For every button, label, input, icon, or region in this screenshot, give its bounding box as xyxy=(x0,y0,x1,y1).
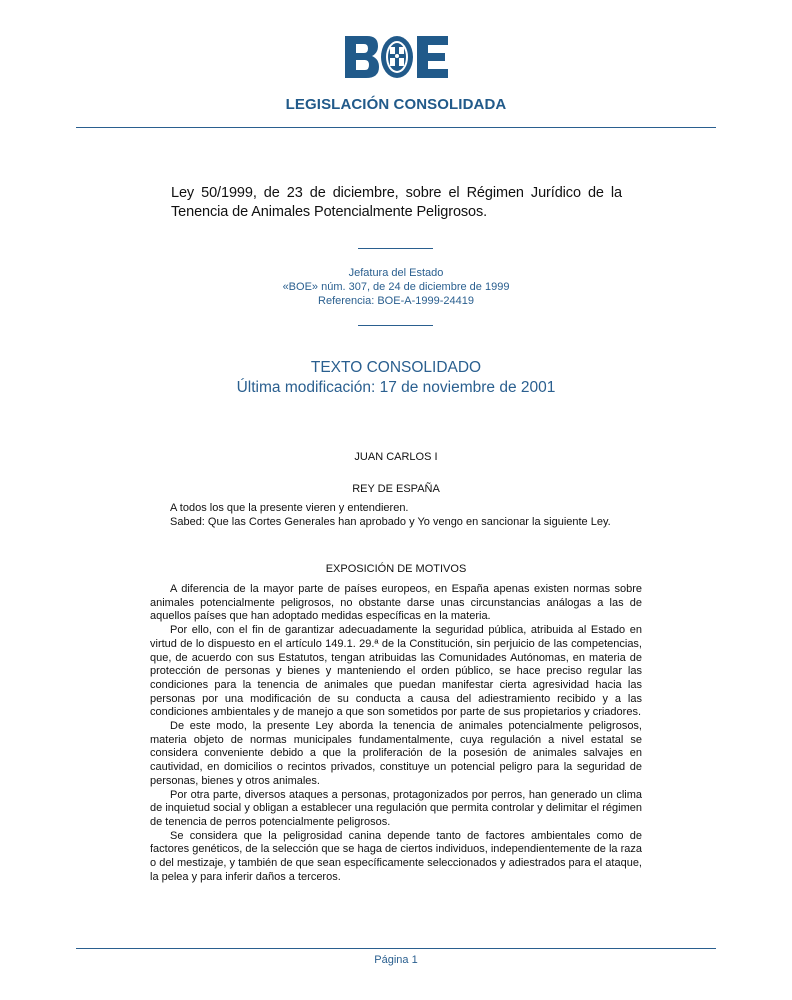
meta-divider-top xyxy=(358,248,433,249)
boe-logo-icon xyxy=(345,36,448,78)
exposicion-heading: EXPOSICIÓN DE MOTIVOS xyxy=(325,563,467,575)
king-title: REY DE ESPAÑA xyxy=(352,483,440,495)
issuer: Jefatura del Estado xyxy=(348,267,444,279)
header-divider xyxy=(76,127,716,128)
section-title: LEGISLACIÓN CONSOLIDADA xyxy=(285,96,507,113)
preamble-paragraph: Sabed: Que las Cortes Generales han aprobado y Yo vengo en sancionar la siguiente Ley. xyxy=(170,515,611,528)
document-metadata xyxy=(0,266,792,308)
consolidated-label: TEXTO CONSOLIDADO xyxy=(310,359,482,376)
body-paragraph: A diferencia de la mayor parte de países europeos, en España apenas existen normas sobre animales potencialmente peligrosos, no obstante darse unas circunstancias análogas a las de aquellos países que han adoptado medidas específicas en la materia. xyxy=(150,583,642,623)
reference: Referencia: BOE-A-1999-24419 xyxy=(318,295,474,307)
page-number: Página 1 xyxy=(374,954,418,966)
consolidation-info xyxy=(0,358,792,398)
body-paragraph: Por ello, con el fin de garantizar adecuadamente la seguridad pública, atribuida al Estado en virtud de lo dispuesto en el artículo 149.1. 29.ª de la Constitución, sin perjuicio de las competencias, que, de acuerdo con sus Estatutos, tengan atribuidas las Comunidades Autónomas, en materia de protección de personas y bienes y manteniendo el orden público, se hace preciso regular las condiciones para la tenencia de animales que puedan manifestar cierta agresividad hacia las personas por una modificación de su conducta a causa del adiestramiento recibido y a las condiciones ambientales y de manejo a que son sometidos por parte de sus propietarios y criadores. xyxy=(150,624,642,719)
last-modified: Última modificación: 17 de noviembre de 2001 xyxy=(236,379,556,396)
meta-divider-bottom xyxy=(358,325,433,326)
body-paragraph: Se considera que la peligrosidad canina depende tanto de factores ambientales como de factores genéticos, de la selección que se haga de ciertos individuos, independientemente de la raza o del mestizaje, y también de que sean específicamente seleccionados y adiestrados para el ataque, la pelea y para inferir daños a terceros. xyxy=(150,829,642,883)
boe-logo xyxy=(345,36,448,78)
publication-info: «BOE» núm. 307, de 24 de diciembre de 1999 xyxy=(282,281,510,293)
exposicion-text xyxy=(150,583,642,884)
footer-divider xyxy=(76,948,716,949)
document-title: Ley 50/1999, de 23 de diciembre, sobre el Régimen Jurídico de la Tenencia de Animales Potencialmente Peligrosos. xyxy=(171,185,622,220)
body-paragraph: Por otra parte, diversos ataques a personas, protagonizados por perros, han generado un clima de inquietud social y obligan a establecer una regulación que permita controlar y delimitar el régimen de tenencia de perros potencialmente peligrosos. xyxy=(150,788,642,828)
preamble-text xyxy=(150,502,642,529)
preamble-paragraph: A todos los que la presente vieren y entendieren. xyxy=(170,502,409,514)
body-paragraph: De este modo, la presente Ley aborda la tenencia de animales potencialmente peligrosos, materia objeto de normas municipales fundamentalmente, cuya regulación a nivel estatal se considera conveniente debido a que la proliferación de la posesión de animales salvajes en cautividad, en domicilios o recintos privados, constituye un potencial peligro para la seguridad de personas, bienes y otros animales. xyxy=(150,720,642,787)
king-name: JUAN CARLOS I xyxy=(354,451,438,463)
